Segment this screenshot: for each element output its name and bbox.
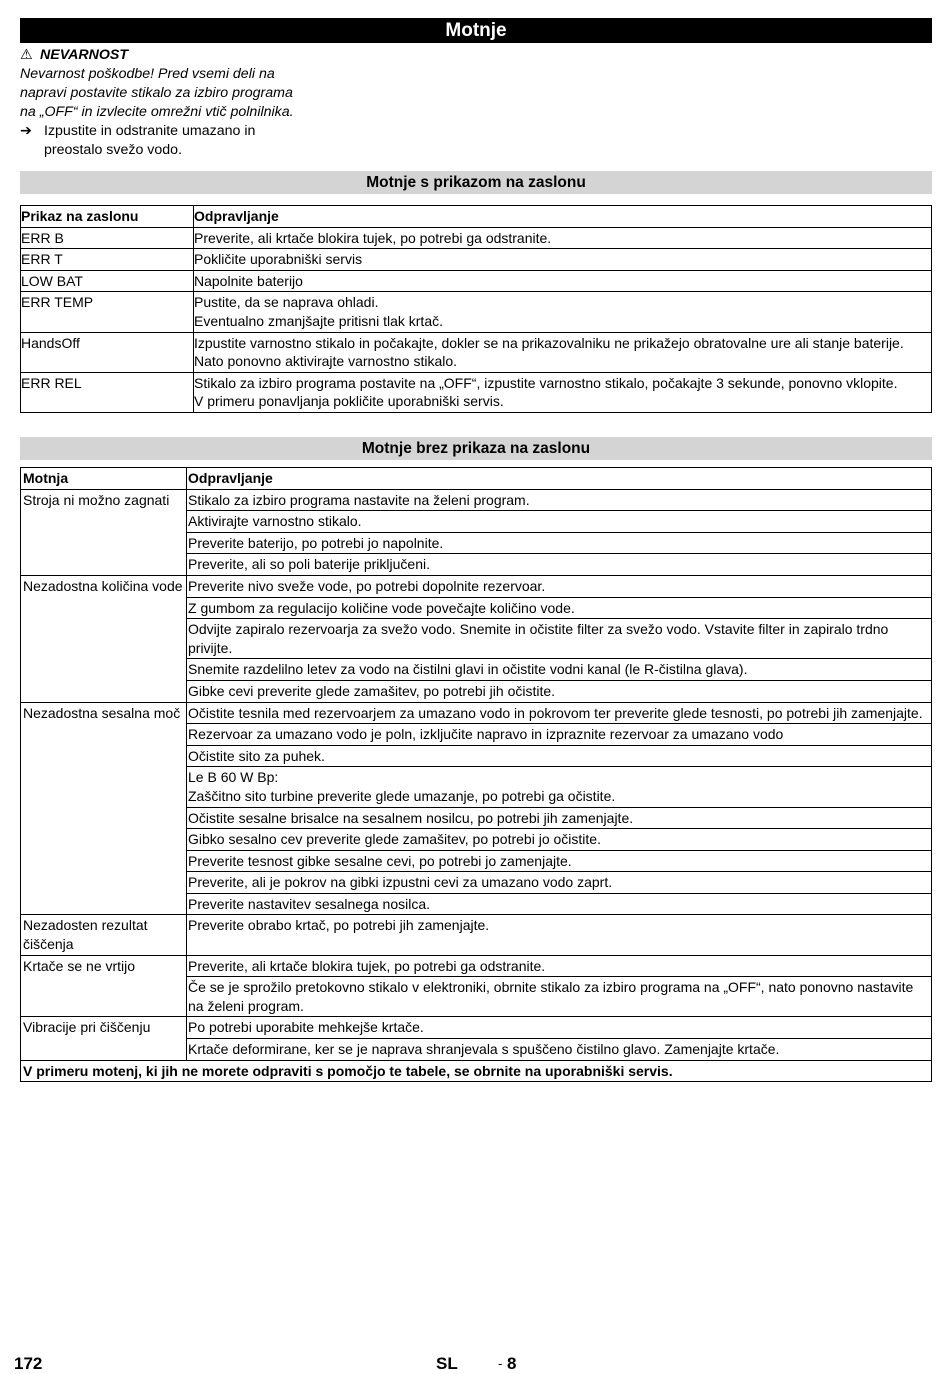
danger-text: Nevarnost poškodbe! Pred vsemi deli na napravi postavite stikalo za izbiro programa na „OFF“ in izvlecite omrežni vtič polnilnika.: [20, 66, 294, 120]
table-header-row: [21, 468, 932, 490]
danger-heading: ⚠ NEVARNOST: [20, 47, 129, 63]
display-code: ERR TEMP: [21, 292, 194, 332]
remedy: Izpustite varnostno stikalo in počakajte, dokler se na prikazovalniku ne prikažejo obratovalne ure ali stanje baterije. Nato ponovno aktivirajte varnostno stikalo.: [194, 332, 932, 372]
remedy: Preverite, ali je pokrov na gibki izpustni cevi za umazano vodo zaprt.: [187, 872, 932, 894]
remedy: Preverite nastavitev sesalnega nosilca.: [187, 893, 932, 915]
table-row: [21, 332, 932, 372]
remedy: Preverite, ali so poli baterije priključeni.: [187, 554, 932, 576]
page-title: Motnje: [20, 18, 932, 43]
fault-name: Stroja ni možno zagnati: [21, 489, 187, 575]
page-dash: -: [498, 1356, 503, 1371]
table-row: [21, 227, 932, 249]
table-row: [21, 955, 932, 977]
service-note: V primeru motenj, ki jih ne morete odpraviti s pomočjo te tabele, se obrnite na uporabniški servis.: [21, 1060, 932, 1082]
display-code: ERR B: [21, 227, 194, 249]
remedy: Očistite sesalne brisalce na sesalnem nosilcu, po potrebi jih zamenjajte.: [187, 807, 932, 829]
other-faults-table: [20, 467, 932, 1082]
remedy: Stikalo za izbiro programa postavite na „OFF“, izpustite varnostno stikalo, počakajte 3 sekunde, ponovno vklopite. V primeru ponavljanja pokličite uporabniški servis.: [194, 372, 932, 412]
remedy: Gibko sesalno cev preverite glede zamašitev, po potrebi jo očistite.: [187, 829, 932, 851]
remedy: Očistite sito za puhek.: [187, 745, 932, 767]
table-row: [21, 270, 932, 292]
remedy: Stikalo za izbiro programa nastavite na želeni program.: [187, 489, 932, 511]
column-header-display: Prikaz na zaslonu: [21, 206, 194, 228]
table-row: [21, 1017, 932, 1039]
remedy: Snemite razdelilno letev za vodo na čistilni glavi in očistite vodni kanal (le R-čistilna glava).: [187, 659, 932, 681]
display-code: ERR REL: [21, 372, 194, 412]
remedy: Gibke cevi preverite glede zamašitev, po potrebi jih očistite.: [187, 680, 932, 702]
remedy: Z gumbom za regulacijo količine vode povečajte količino vode.: [187, 597, 932, 619]
remedy: Preverite nivo sveže vode, po potrebi dopolnite rezervoar.: [187, 575, 932, 597]
fault-name: Nezadosten rezultat čiščenja: [21, 915, 187, 955]
display-faults-table: [20, 205, 932, 413]
remedy: Preverite tesnost gibke sesalne cevi, po potrebi jo zamenjajte.: [187, 850, 932, 872]
column-header-remedy: Odpravljanje: [194, 206, 932, 228]
table-row: [21, 292, 932, 332]
fault-name: Vibracije pri čiščenju: [21, 1017, 187, 1060]
column-header-remedy: Odpravljanje: [187, 468, 932, 490]
remedy: Aktivirajte varnostno stikalo.: [187, 511, 932, 533]
table-row: [21, 915, 932, 955]
remedy: Napolnite baterijo: [194, 270, 932, 292]
remedy: Pustite, da se naprava ohladi. Eventualno zmanjšajte pritisni tlak krtač.: [194, 292, 932, 332]
remedy: Očistite tesnila med rezervoarjem za umazano vodo in pokrovom ter preverite glede tesnosti, po potrebi jih zamenjajte.: [187, 702, 932, 724]
table-row: [21, 372, 932, 412]
sub-page-number: 8: [507, 1354, 517, 1373]
remedy: Pokličite uporabniški servis: [194, 249, 932, 271]
warning-triangle-icon: ⚠: [20, 47, 33, 63]
table-row: [21, 249, 932, 271]
display-code: LOW BAT: [21, 270, 194, 292]
table-row: [21, 575, 932, 597]
table-row: [21, 702, 932, 724]
remedy: Preverite, ali krtače blokira tujek, po potrebi ga odstranite.: [194, 227, 932, 249]
language-code: SL: [436, 1354, 458, 1373]
remedy: Če se je sprožilo pretokovno stikalo v elektroniki, obrnite stikalo za izbiro programa na „OFF“, nato ponovno nastavite na želeni program.: [187, 977, 932, 1017]
section-title-display-faults: Motnje s prikazom na zaslonu: [20, 171, 932, 194]
table-row: [21, 489, 932, 511]
fault-name: Krtače se ne vrtijo: [21, 955, 187, 1017]
remedy: Preverite obrabo krtač, po potrebi jih zamenjajte.: [187, 915, 932, 955]
remedy: Odvijte zapiralo rezervoarja za svežo vodo. Snemite in očistite filter za svežo vodo. Vstavite filter in zapiralo trdno privijte.: [187, 619, 932, 659]
remedy: Krtače deformirane, ker se je naprava shranjevala s spuščeno čistilno glavo. Zamenjajte krtače.: [187, 1039, 932, 1061]
arrow-right-icon: ➔: [20, 123, 32, 139]
remedy: Preverite baterijo, po potrebi jo napolnite.: [187, 532, 932, 554]
column-header-fault: Motnja: [21, 468, 187, 490]
fault-name: Nezadostna sesalna moč: [21, 702, 187, 915]
danger-step: ➔ Izpustite in odstranite umazano in preostalo svežo vodo.: [20, 123, 256, 158]
table-header-row: [21, 206, 932, 228]
fault-name: Nezadostna količina vode: [21, 575, 187, 702]
table-footer-row: [21, 1060, 932, 1082]
remedy: Preverite, ali krtače blokira tujek, po potrebi ga odstranite.: [187, 955, 932, 977]
display-code: ERR T: [21, 249, 194, 271]
section-title-other-faults: Motnje brez prikaza na zaslonu: [20, 437, 932, 460]
display-code: HandsOff: [21, 332, 194, 372]
remedy: Po potrebi uporabite mehkejše krtače.: [187, 1017, 932, 1039]
danger-notice: [20, 46, 312, 160]
remedy: Le B 60 W Bp: Zaščitno sito turbine preverite glede umazanje, po potrebi ga očistite.: [187, 767, 932, 807]
page-number: 172: [14, 1354, 43, 1373]
remedy: Rezervoar za umazano vodo je poln, izključite napravo in izpraznite rezervoar za umazano vodo: [187, 724, 932, 746]
